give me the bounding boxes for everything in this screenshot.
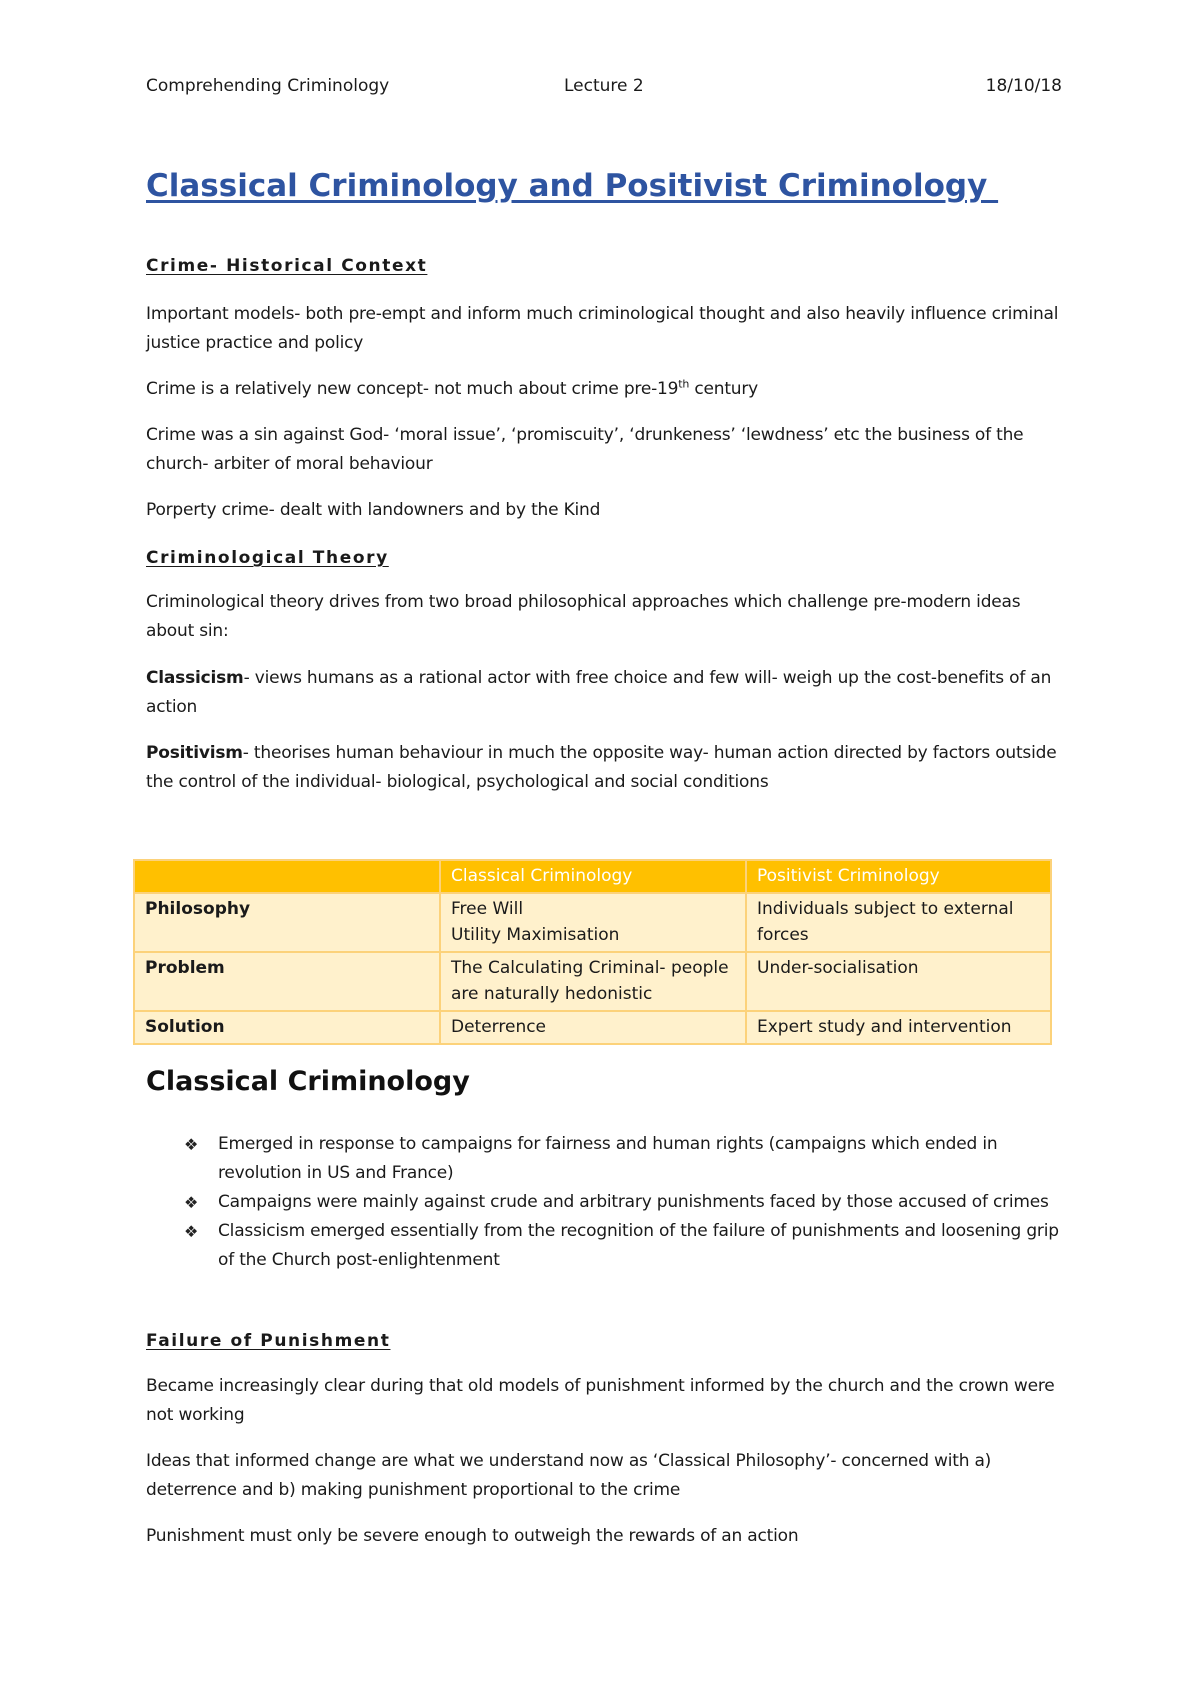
row-label: Philosophy bbox=[134, 893, 440, 952]
header-course: Comprehending Criminology bbox=[146, 76, 390, 96]
document-title: Classical Criminology and Positivist Criminology bbox=[146, 168, 999, 204]
list-item bbox=[146, 1188, 1066, 1217]
paragraph-property-crime: Porperty crime- dealt with landowners and by the Kind bbox=[146, 500, 601, 520]
header-lecture: Lecture 2 bbox=[564, 76, 644, 96]
heading-historical-context: Crime- Historical Context bbox=[146, 256, 428, 276]
table-header-row bbox=[134, 860, 1051, 893]
classical-bullet-list bbox=[146, 1130, 1066, 1275]
paragraph-classicism bbox=[146, 664, 1066, 722]
list-item-text: Emerged in response to campaigns for fairness and human rights (campaigns which ended in revolution in US and France) bbox=[218, 1134, 998, 1183]
table-cell: Expert study and intervention bbox=[746, 1011, 1051, 1044]
table-cell: Individuals subject to external forces bbox=[746, 893, 1051, 952]
paragraph-punishment-severity: Punishment must only be severe enough to outweigh the rewards of an action bbox=[146, 1526, 799, 1546]
paragraph-theory-intro: Criminological theory drives from two broad philosophical approaches which challenge pre-modern ideas about sin: bbox=[146, 592, 1021, 641]
table-row bbox=[134, 952, 1051, 1011]
table-header-cell: Positivist Criminology bbox=[746, 860, 1051, 893]
list-item-text: Classicism emerged essentially from the recognition of the failure of punishments and loosening grip of the Church post-enlightenment bbox=[218, 1221, 1059, 1270]
heading-criminological-theory: Criminological Theory bbox=[146, 548, 389, 568]
running-header bbox=[146, 76, 1062, 100]
table-cell bbox=[440, 893, 746, 952]
diamond-bullet-icon: ❖ bbox=[184, 1222, 199, 1241]
table-cell: The Calculating Criminal- people are naturally hedonistic bbox=[440, 952, 746, 1011]
table-cell: Under-socialisation bbox=[746, 952, 1051, 1011]
row-label: Problem bbox=[134, 952, 440, 1011]
row-label: Solution bbox=[134, 1011, 440, 1044]
list-item bbox=[146, 1217, 1066, 1275]
paragraph-old-models: Became increasingly clear during that old models of punishment informed by the church and the crown were not working bbox=[146, 1376, 1055, 1425]
cell-line: Free Will bbox=[451, 899, 524, 919]
paragraph-sin-against-god: Crime was a sin against God- ‘moral issue’, ‘promiscuity’, ‘drunkeness’ ‘lewdness’ etc the business of the church- arbiter of moral behaviour bbox=[146, 425, 1024, 474]
paragraph-positivism bbox=[146, 739, 1066, 797]
classicism-definition: - views humans as a rational actor with free choice and few will- weigh up the cost-benefits of an action bbox=[146, 668, 1052, 717]
table-header-cell bbox=[134, 860, 440, 893]
term-classicism: Classicism bbox=[146, 668, 244, 688]
table-row bbox=[134, 1011, 1051, 1044]
heading-failure-of-punishment: Failure of Punishment bbox=[146, 1331, 391, 1351]
list-item bbox=[146, 1130, 1066, 1188]
table-cell: Deterrence bbox=[440, 1011, 746, 1044]
diamond-bullet-icon: ❖ bbox=[184, 1193, 199, 1212]
table-header-cell: Classical Criminology bbox=[440, 860, 746, 893]
superscript: th bbox=[678, 377, 690, 391]
comparison-table bbox=[133, 859, 1052, 1045]
header-date: 18/10/18 bbox=[985, 76, 1062, 96]
cell-line: Utility Maximisation bbox=[451, 925, 620, 945]
text-segment: century bbox=[689, 379, 759, 399]
term-positivism: Positivism bbox=[146, 743, 243, 763]
table-row bbox=[134, 893, 1051, 952]
text-segment: Crime is a relatively new concept- not much about crime pre-19 bbox=[146, 379, 679, 399]
paragraph-crime-new-concept bbox=[146, 375, 1066, 404]
diamond-bullet-icon: ❖ bbox=[184, 1135, 199, 1154]
positivism-definition: - theorises human behaviour in much the opposite way- human action directed by factors outside the control of the individual- biological, psychological and social conditions bbox=[146, 743, 1057, 792]
paragraph-classical-philosophy: Ideas that informed change are what we understand now as ‘Classical Philosophy’- concerned with a) deterrence and b) making punishment proportional to the crime bbox=[146, 1451, 992, 1500]
paragraph-important-models: Important models- both pre-empt and inform much criminological thought and also heavily influence criminal justice practice and policy bbox=[146, 304, 1059, 353]
heading-classical-criminology: Classical Criminology bbox=[146, 1066, 470, 1097]
list-item-text: Campaigns were mainly against crude and arbitrary punishments faced by those accused of crimes bbox=[218, 1192, 1049, 1212]
